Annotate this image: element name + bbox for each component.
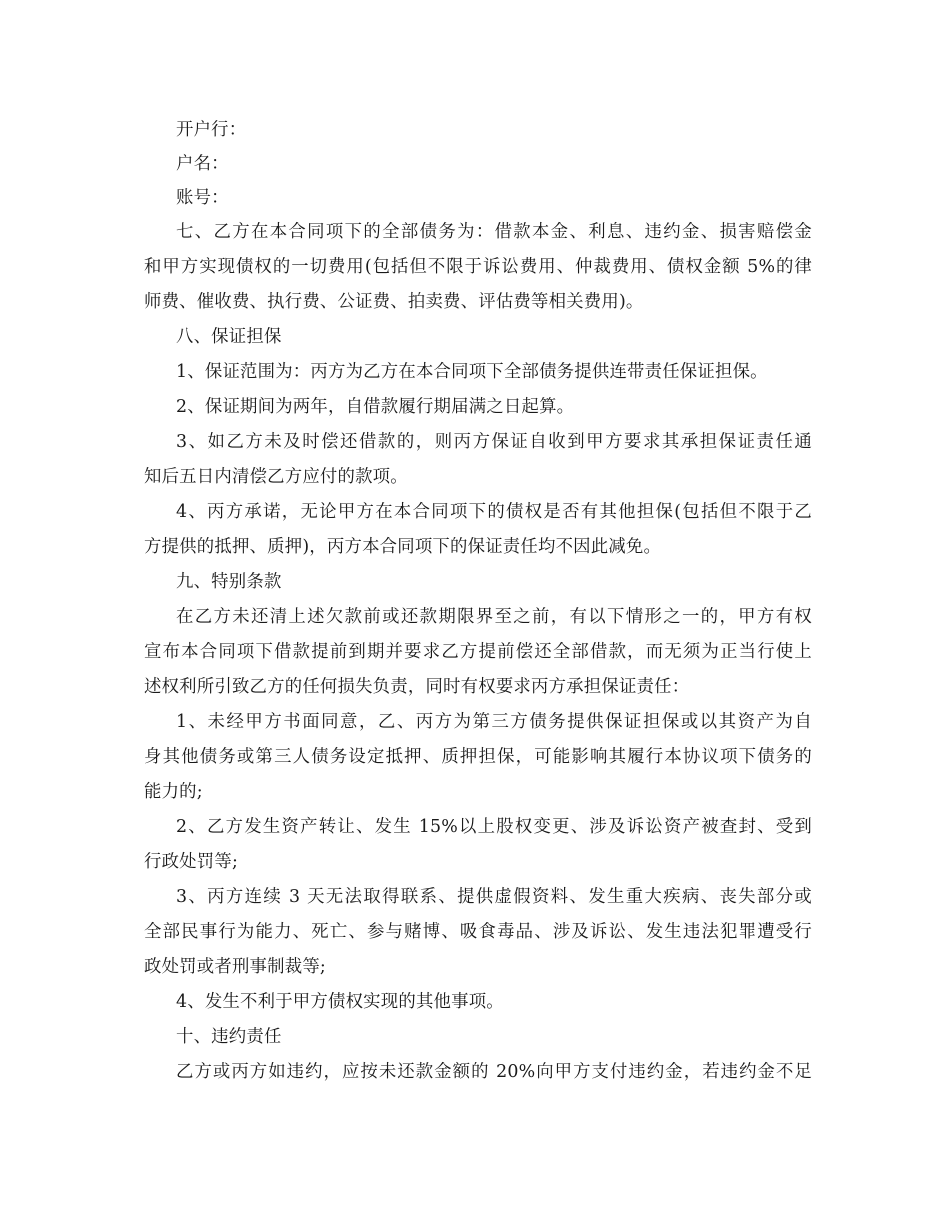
paragraph-line: 方提供的抵押、质押)，丙方本合同项下的保证责任均不因此减免。 xyxy=(144,537,662,557)
paragraph-line: 3、如乙方未及时偿还借款的，则丙方保证自收到甲方要求其承担保证责任通 xyxy=(176,432,812,452)
paragraph-line: 和甲方实现债权的一切费用(包括但不限于诉讼费用、仲裁费用、债权金额 5%的律 xyxy=(144,257,812,277)
paragraph-line: 1、保证范围为：丙方为乙方在本合同项下全部债务提供连带责任保证担保。 xyxy=(176,362,768,382)
bank-name-label: 开户行： xyxy=(176,120,247,140)
section-heading: 八、保证担保 xyxy=(176,327,282,347)
paragraph-line: 2、保证期间为两年，自借款履行期届满之日起算。 xyxy=(176,397,575,417)
paragraph-line: 政处罚或者刑事制裁等; xyxy=(144,957,326,977)
paragraph-line: 师费、催收费、执行费、公证费、拍卖费、评估费等相关费用)。 xyxy=(144,292,644,312)
paragraph-line: 行政处罚等; xyxy=(144,852,239,872)
paragraph-line: 七、乙方在本合同项下的全部债务为：借款本金、利息、违约金、损害赔偿金 xyxy=(176,222,812,242)
section-heading: 九、特别条款 xyxy=(176,572,282,592)
account-number-label: 账号： xyxy=(176,188,229,208)
paragraph-line: 4、丙方承诺，无论甲方在本合同项下的债权是否有其他担保(包括但不限于乙 xyxy=(176,502,812,522)
account-name-label: 户名： xyxy=(176,154,229,174)
paragraph-line: 述权利所引致乙方的任何损失负责，同时有权要求丙方承担保证责任： xyxy=(144,677,690,697)
paragraph-line: 身其他债务或第三人债务设定抵押、质押担保，可能影响其履行本协议项下债务的 xyxy=(144,747,812,767)
paragraph-line: 乙方或丙方如违约，应按未还款金额的 20%向甲方支付违约金，若违约金不足 xyxy=(176,1062,812,1082)
paragraph-line: 2、乙方发生资产转让、发生 15%以上股权变更、涉及诉讼资产被查封、受到 xyxy=(176,817,812,837)
paragraph-line: 宣布本合同项下借款提前到期并要求乙方提前偿还全部借款，而无须为正当行使上 xyxy=(144,642,812,662)
paragraph-line: 1、未经甲方书面同意，乙、丙方为第三方债务提供保证担保或以其资产为自 xyxy=(176,712,812,732)
section-heading: 十、违约责任 xyxy=(176,1027,282,1047)
paragraph-line: 4、发生不利于甲方债权实现的其他事项。 xyxy=(176,992,504,1012)
paragraph-line: 能力的; xyxy=(144,782,203,802)
paragraph-line: 3、丙方连续 3 天无法取得联系、提供虚假资料、发生重大疾病、丧失部分或 xyxy=(176,887,812,907)
paragraph-line: 知后五日内清偿乙方应付的款项。 xyxy=(144,467,408,487)
paragraph-line: 在乙方未还清上述欠款前或还款期限界至之前，有以下情形之一的，甲方有权 xyxy=(176,607,812,627)
paragraph-line: 全部民事行为能力、死亡、参与赌博、吸食毒品、涉及诉讼、发生违法犯罪遭受行 xyxy=(144,922,812,942)
